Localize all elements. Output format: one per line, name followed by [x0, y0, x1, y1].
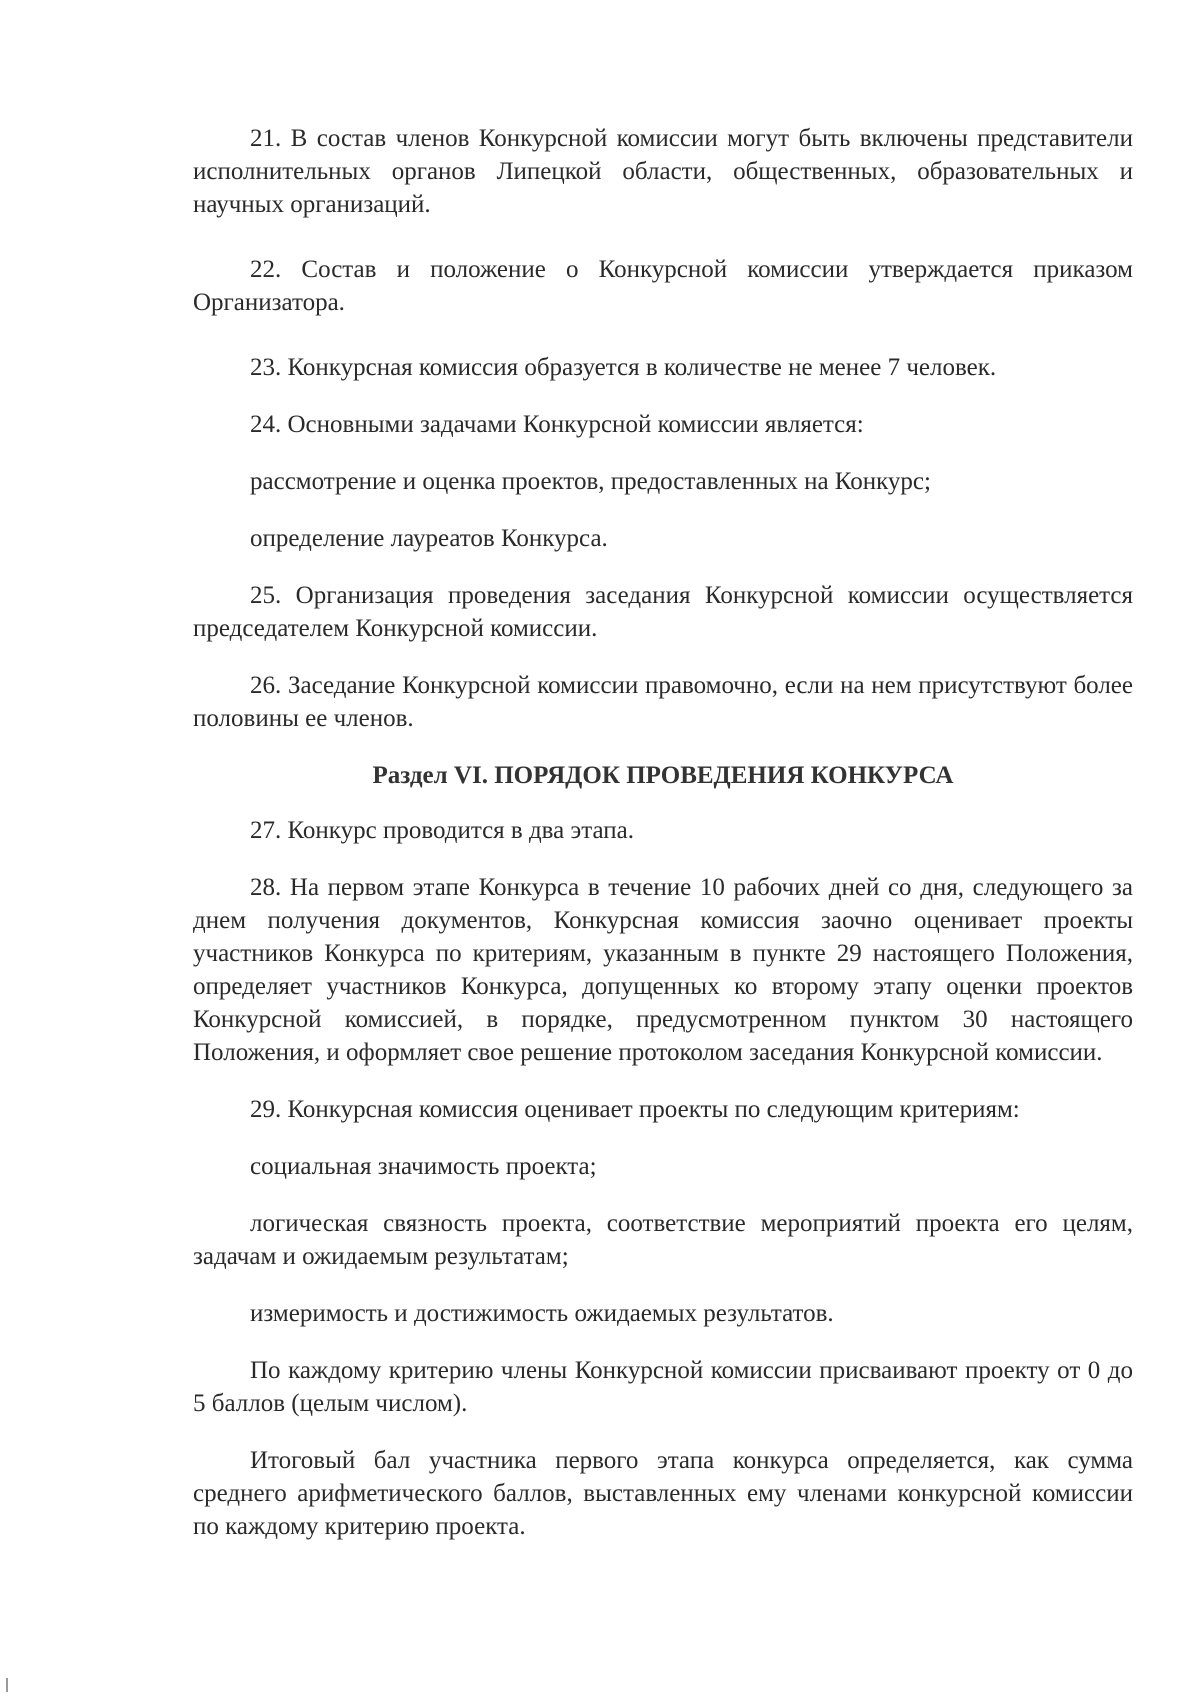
- paragraph-22: 22. Состав и положение о Конкурсной комиссии утверждается приказом Организатора.: [193, 256, 1133, 316]
- criterion-social-significance: социальная значимость проекта;: [250, 1153, 597, 1180]
- paragraph-27: 27. Конкурс проводится в два этапа.: [250, 817, 634, 844]
- scoring-rule: По каждому критерию члены Конкурсной комиссии присваивают проекту от 0 до 5 баллов (целым числом).: [193, 1357, 1133, 1417]
- paragraph-25: 25. Организация проведения заседания Конкурсной комиссии осуществляется председателем Конкурсной комиссии.: [193, 582, 1133, 642]
- criterion-measurability: измеримость и достижимость ожидаемых результатов.: [250, 1300, 834, 1327]
- paragraph-29: 29. Конкурсная комиссия оценивает проекты по следующим критериям:: [250, 1096, 1020, 1123]
- final-score-rule: Итоговый бал участника первого этапа конкурса определяется, как сумма среднего арифметического баллов, выставленных ему членами конкурсной комиссии по каждому критерию проекта.: [193, 1447, 1133, 1540]
- task-item-review: рассмотрение и оценка проектов, предоставленных на Конкурс;: [250, 468, 931, 495]
- paragraph-26: 26. Заседание Конкурсной комиссии правомочно, если на нем присутствуют более половины ее членов.: [193, 672, 1133, 732]
- paragraph-28: 28. На первом этапе Конкурса в течение 10 рабочих дней со дня, следующего за днем получения документов, Конкурсная комиссия заочно оценивает проекты участников Конкурса по критериям, указанным в пункте 29 настоящего Положения, определяет участников Конкурса, допущенных ко второму этапу оценки проектов Конкурсной комиссией, в порядке, предусмотренном пунктом 30 настоящего Положения, и оформляет свое решение протоколом заседания Конкурсной комиссии.: [193, 874, 1133, 1066]
- document-body: [193, 122, 1133, 1543]
- criterion-logical-coherence: логическая связность проекта, соответствие мероприятий проекта его целям, задачам и ожидаемым результатам;: [193, 1210, 1133, 1270]
- task-item-laureates: определение лауреатов Конкурса.: [250, 525, 608, 552]
- paragraph-23: 23. Конкурсная комиссия образуется в количестве не менее 7 человек.: [250, 354, 997, 381]
- scan-artifact: [6, 1678, 8, 1692]
- section-heading: Раздел VI. ПОРЯДОК ПРОВЕДЕНИЯ КОНКУРСА: [372, 762, 954, 789]
- paragraph-21: 21. В состав членов Конкурсной комиссии могут быть включены представители исполнительных органов Липецкой области, общественных, образовательных и научных организаций.: [193, 125, 1133, 218]
- paragraph-24: 24. Основными задачами Конкурсной комиссии является:: [250, 411, 864, 438]
